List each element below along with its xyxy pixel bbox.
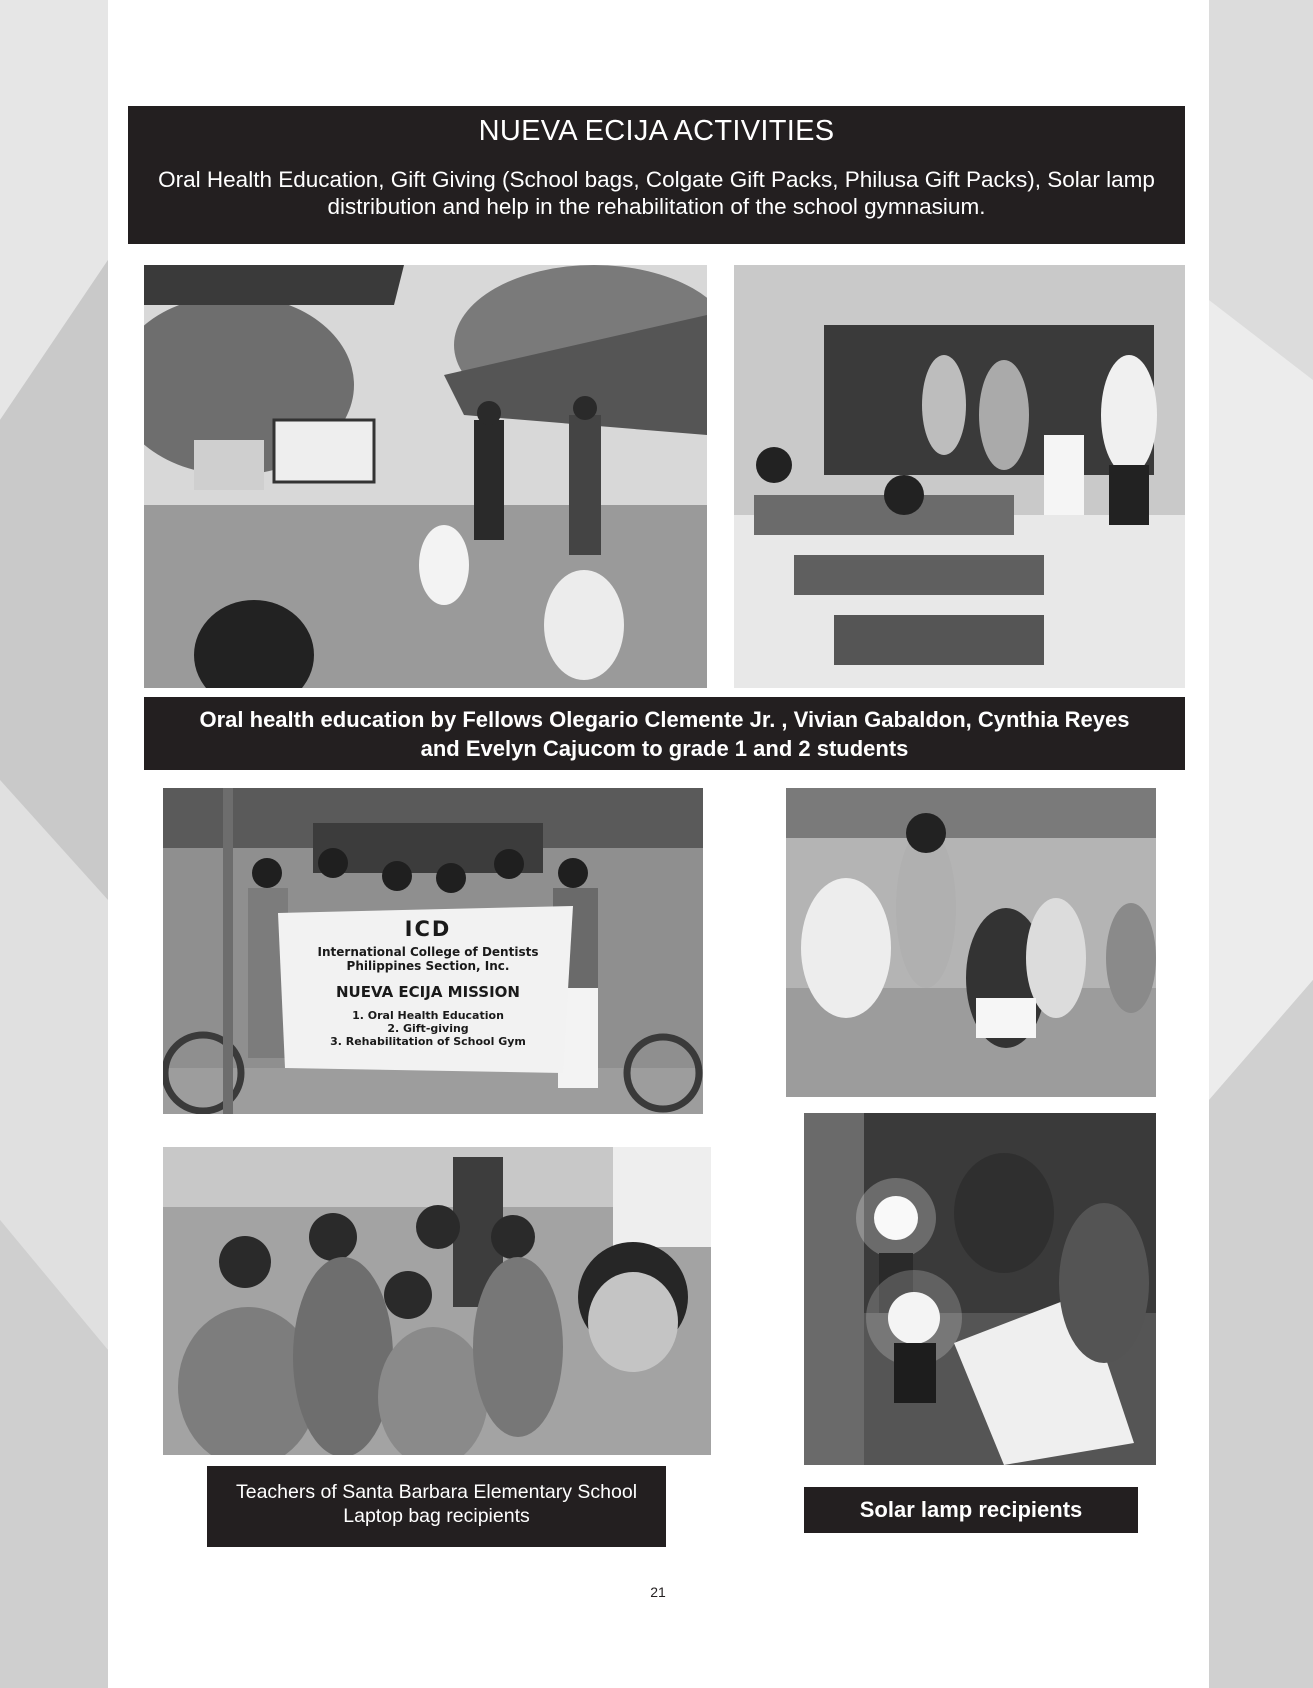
page-number: 21 bbox=[650, 1584, 666, 1600]
banner-item-2: 2. Gift-giving bbox=[387, 1022, 469, 1035]
photo-solar-lamp bbox=[804, 1113, 1156, 1465]
caption-teachers-line-2: Laptop bag recipients bbox=[343, 1505, 530, 1527]
photo-teachers-selfie bbox=[163, 1147, 711, 1455]
subtitle-line-2: distribution and help in the rehabilitation of the school gymnasium. bbox=[327, 194, 986, 219]
banner-org-line-2: Philippines Section, Inc. bbox=[346, 959, 510, 973]
banner-item-3: 3. Rehabilitation of School Gym bbox=[330, 1035, 526, 1048]
caption-teachers bbox=[207, 1466, 666, 1547]
page-subtitle bbox=[134, 166, 1179, 220]
caption-solar: Solar lamp recipients bbox=[804, 1487, 1138, 1533]
subtitle-line-1: Oral Health Education, Gift Giving (School bags, Colgate Gift Packs, Philusa Gift Packs), Solar lamp bbox=[158, 167, 1155, 192]
icd-logo: ICD bbox=[404, 917, 452, 941]
page-sheet bbox=[108, 0, 1209, 1688]
banner-org-line-1: International College of Dentists bbox=[317, 945, 539, 959]
header-box bbox=[128, 106, 1185, 244]
photo-group-banner bbox=[163, 788, 703, 1114]
caption-oral-health-line-2: and Evelyn Cajucom to grade 1 and 2 students bbox=[420, 736, 909, 761]
banner bbox=[293, 913, 563, 1073]
photo-outdoor-session bbox=[144, 265, 707, 688]
photo-gift-giving bbox=[786, 788, 1156, 1097]
caption-oral-health-line-1: Oral health education by Fellows Olegario Clemente Jr. , Vivian Gabaldon, Cynthia Reyes bbox=[199, 707, 1130, 732]
caption-oral-health bbox=[144, 697, 1185, 770]
photo-classroom bbox=[734, 265, 1185, 688]
banner-mission: NUEVA ECIJA MISSION bbox=[336, 983, 520, 1001]
page-title: NUEVA ECIJA ACTIVITIES bbox=[478, 115, 835, 147]
caption-teachers-line-1: Teachers of Santa Barbara Elementary School bbox=[235, 1481, 638, 1503]
banner-item-1: 1. Oral Health Education bbox=[352, 1009, 504, 1022]
